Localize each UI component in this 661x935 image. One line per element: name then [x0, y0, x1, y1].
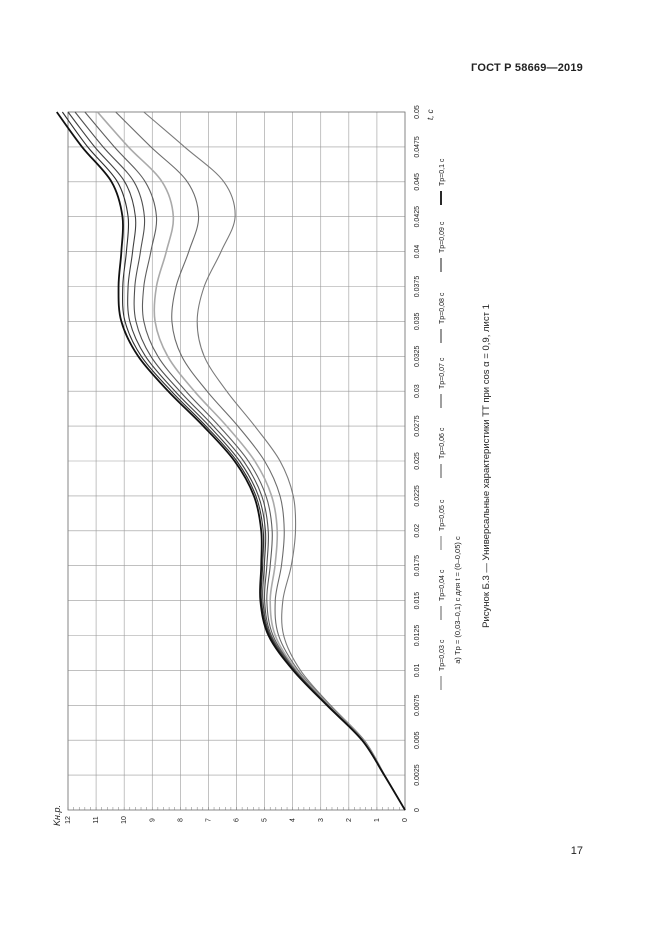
x-axis-label: t, с [426, 109, 435, 120]
x-tick-label: 0.03 [414, 384, 421, 399]
legend [439, 158, 446, 690]
document-header: ГОСТ Р 58669—2019 [471, 62, 583, 74]
y-tick-label: 7 [205, 818, 213, 822]
x-tick-label: 0.035 [414, 312, 421, 331]
x-tick-label: 0.01 [414, 663, 421, 678]
y-tick-label: 1 [373, 818, 381, 822]
legend-item-label: Tр=0,05 с [439, 499, 446, 531]
legend-item-label: Tр=0,06 с [439, 427, 446, 459]
x-tick-label: 0.0025 [414, 764, 421, 786]
x-tick-label: 0.0325 [414, 345, 421, 368]
x-tick-label: 0.0175 [414, 554, 421, 577]
tick-labels [65, 105, 421, 824]
page-number: 17 [570, 845, 583, 857]
legend-item-label: Tр=0,03 с [439, 639, 446, 671]
x-tick-label: 0.0225 [414, 485, 421, 507]
y-tick-label: 12 [65, 816, 72, 824]
y-tick-label: 9 [149, 818, 157, 822]
x-tick-label: 0.0425 [414, 205, 421, 228]
legend-item-label: Tр=0,09 с [439, 221, 446, 253]
y-tick-label: 11 [93, 816, 101, 824]
x-tick-label: 0.015 [414, 591, 421, 610]
x-tick-label: 0.025 [414, 452, 421, 470]
legend-item-label: Tр=0,1 с [439, 158, 446, 186]
y-tick-label: 0 [402, 818, 409, 822]
figure-caption: Рисунок Б.3 — Универсальные характеристики ТТ при cos α = 0,9, лист 1 [481, 304, 492, 628]
figure-subcaption: а) Tр = (0,03–0,1) с для t = (0–0,05) с [453, 536, 462, 664]
x-tick-label: 0.0275 [414, 415, 421, 437]
legend-item-label: Tр=0,07 с [439, 357, 446, 389]
legend-item-label: Tр=0,08 с [439, 292, 446, 324]
x-tick-label: 0.005 [414, 731, 421, 749]
x-tick-label: 0 [414, 808, 421, 812]
y-tick-label: 4 [289, 818, 297, 822]
y-tick-label: 3 [317, 818, 325, 822]
legend-item-label: Tр=0,04 с [439, 569, 446, 601]
x-tick-label: 0.04 [414, 244, 421, 259]
x-tick-label: 0.0475 [414, 136, 421, 158]
x-tick-label: 0.05 [414, 105, 421, 119]
y-tick-label: 6 [233, 818, 241, 822]
y-axis-label: Kн.р. [52, 805, 62, 826]
y-tick-label: 8 [177, 818, 185, 822]
x-tick-label: 0.045 [414, 173, 421, 191]
y-tick-label: 2 [345, 818, 353, 822]
x-tick-label: 0.0125 [414, 624, 421, 647]
x-tick-label: 0.0075 [414, 694, 421, 717]
y-tick-label: 10 [121, 816, 129, 824]
x-tick-label: 0.0375 [414, 275, 421, 298]
y-tick-label: 5 [261, 818, 269, 822]
x-tick-label: 0.02 [414, 523, 421, 538]
